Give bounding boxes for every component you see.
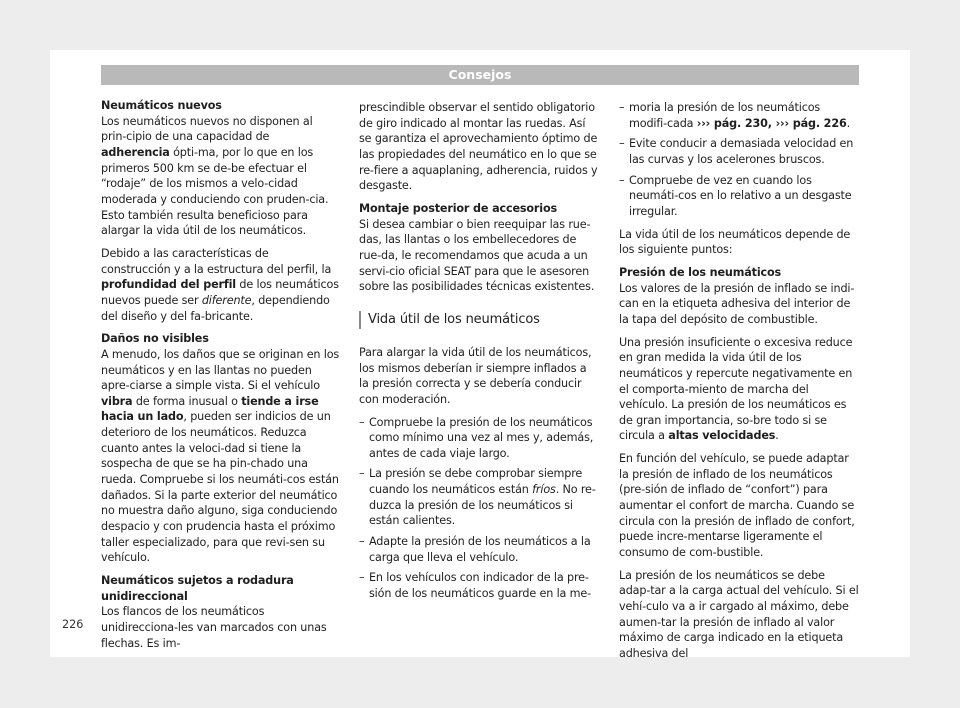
paragraph: prescindible observar el sentido obligatorio de giro indicado al montar las ruedas. Así se garantiza el aprovechamiento óptimo de las propiedades del neumático en lo que se re-fiere a aquaplaning, adherencia, ruidos y desgaste. bbox=[359, 101, 598, 193]
paragraph: Debido a las características de construcción y a la estructura del perfil, la profundidad del perfil de los neumáticos nuevos puede ser diferente, dependiendo del diseño y del fa-bricante. bbox=[101, 246, 339, 323]
subheading-hidden-damage: Daños no visibles bbox=[101, 332, 209, 346]
list-item: – Compruebe la presión de los neumáticos como mínimo una vez al mes y, además, antes de cada viaje largo. bbox=[359, 415, 599, 462]
section-title-tire-life: Vida útil de los neumáticos bbox=[359, 311, 599, 329]
paragraph: Para alargar la vida útil de los neumáticos, los mismos deberían ir siempre inflados a la presión correcta y se debería conducir con moderación. bbox=[359, 345, 592, 406]
column-middle bbox=[359, 100, 599, 609]
page-number: 226 bbox=[62, 618, 84, 631]
subheading-new-tires: Neumáticos nuevos bbox=[101, 99, 222, 112]
subheading-tire-pressure: Presión de los neumáticos bbox=[619, 265, 782, 279]
paragraph: En función del vehículo, se puede adaptar la presión de inflado de los neumáticos (pre-sión de inflado de “confort”) para aumentar el confort de marcha. Cuando se circula con la presión de inflado de confort, puede incre-mentarse ligeramente el consumo de com-bustible. bbox=[619, 452, 855, 560]
bullet-list bbox=[619, 100, 859, 220]
column-right bbox=[619, 100, 859, 669]
list-item-continued: – moria la presión de los neumáticos modifi-cada ››› pág. 230, ››› pág. 226. bbox=[619, 100, 859, 131]
paragraph: Si desea cambiar o bien reequipar las rue-das, las llantas o los embellecedores de rue-da, le recomendamos que acuda a un servi-cio oficial SEAT para que le asesoren sobre las posibilidades técnicas existentes. bbox=[359, 217, 595, 294]
list-item: – La presión se debe comprobar siempre cuando los neumáticos están fríos. No re-duzca la presión de los neumáticos si están calientes. bbox=[359, 466, 599, 529]
page-header: Consejos bbox=[101, 65, 859, 85]
page-reference-link[interactable]: ››› pág. 230, ››› pág. 226 bbox=[696, 116, 847, 130]
paragraph: Los valores de la presión de inflado se indi-can en la etiqueta adhesiva del interior de la tapa del depósito de combustible. bbox=[619, 281, 855, 326]
paragraph: Los neumáticos nuevos no disponen al prin-cipio de una capacidad de adherencia ópti-ma, por lo que en los primeros 500 km se de-be efectuar el “rodaje” de los mismos a velo-cidad moderada y conduciendo con pruden-cia. Esto también resulta beneficioso para alargar la vida útil de los neumáticos. bbox=[101, 114, 329, 238]
list-item: – Adapte la presión de los neumáticos a la carga que lleva el vehículo. bbox=[359, 534, 599, 565]
list-item: – Evite conducir a demasiada velocidad en las curvas y los acelerones bruscos. bbox=[619, 136, 859, 167]
subheading-unidirectional: Neumáticos sujetos a rodadura unidireccional bbox=[101, 574, 294, 603]
paragraph: Los flancos de los neumáticos unidirecciona-les van marcados con unas flechas. Es im- bbox=[101, 605, 327, 650]
paragraph: A menudo, los daños que se originan en los neumáticos y en las llantas no pueden apre-ciarse a simple vista. Si el vehículo vibra de forma inusual o tiende a irse hacia un lado, pueden ser indicios de un deterioro de los neumáticos. Reduzca cuanto antes la veloci-dad si tiene la sospecha de que se ha pin-chado una rueda. Compruebe si los neumáti-cos están dañados. Si la parte exterior del neumático no muestra daño alguno, siga conduciendo despacio y con prudencia hasta el próximo taller especializado, para que revi-sen su vehículo. bbox=[101, 347, 340, 565]
paragraph: La vida útil de los neumáticos depende de los siguiente puntos: bbox=[619, 227, 851, 257]
subheading-accessories: Montaje posterior de accesorios bbox=[359, 201, 558, 215]
paragraph: La presión de los neumáticos se debe adap-tar a la carga actual del vehículo. Si el vehí-culo va a ir cargado al máximo, debe aumen-tar la presión de inflado al valor máximo de carga indicado en la etiqueta adhesiva del bbox=[619, 568, 859, 660]
column-left bbox=[101, 98, 341, 658]
list-item: – Compruebe de vez en cuando los neumáti-cos en lo relativo a un desgaste irregular. bbox=[619, 173, 859, 220]
bullet-list bbox=[359, 415, 599, 602]
list-item: – En los vehículos con indicador de la pre-sión de los neumáticos guarde en la me- bbox=[359, 570, 599, 601]
paragraph: Una presión insuficiente o excesiva reduce en gran medida la vida útil de los neumáticos y repercute negativamente en el comporta-miento de marcha del vehículo. La presión de los neumáticos es de gran importancia, so-bre todo si se circula a altas velocidades. bbox=[619, 335, 853, 443]
